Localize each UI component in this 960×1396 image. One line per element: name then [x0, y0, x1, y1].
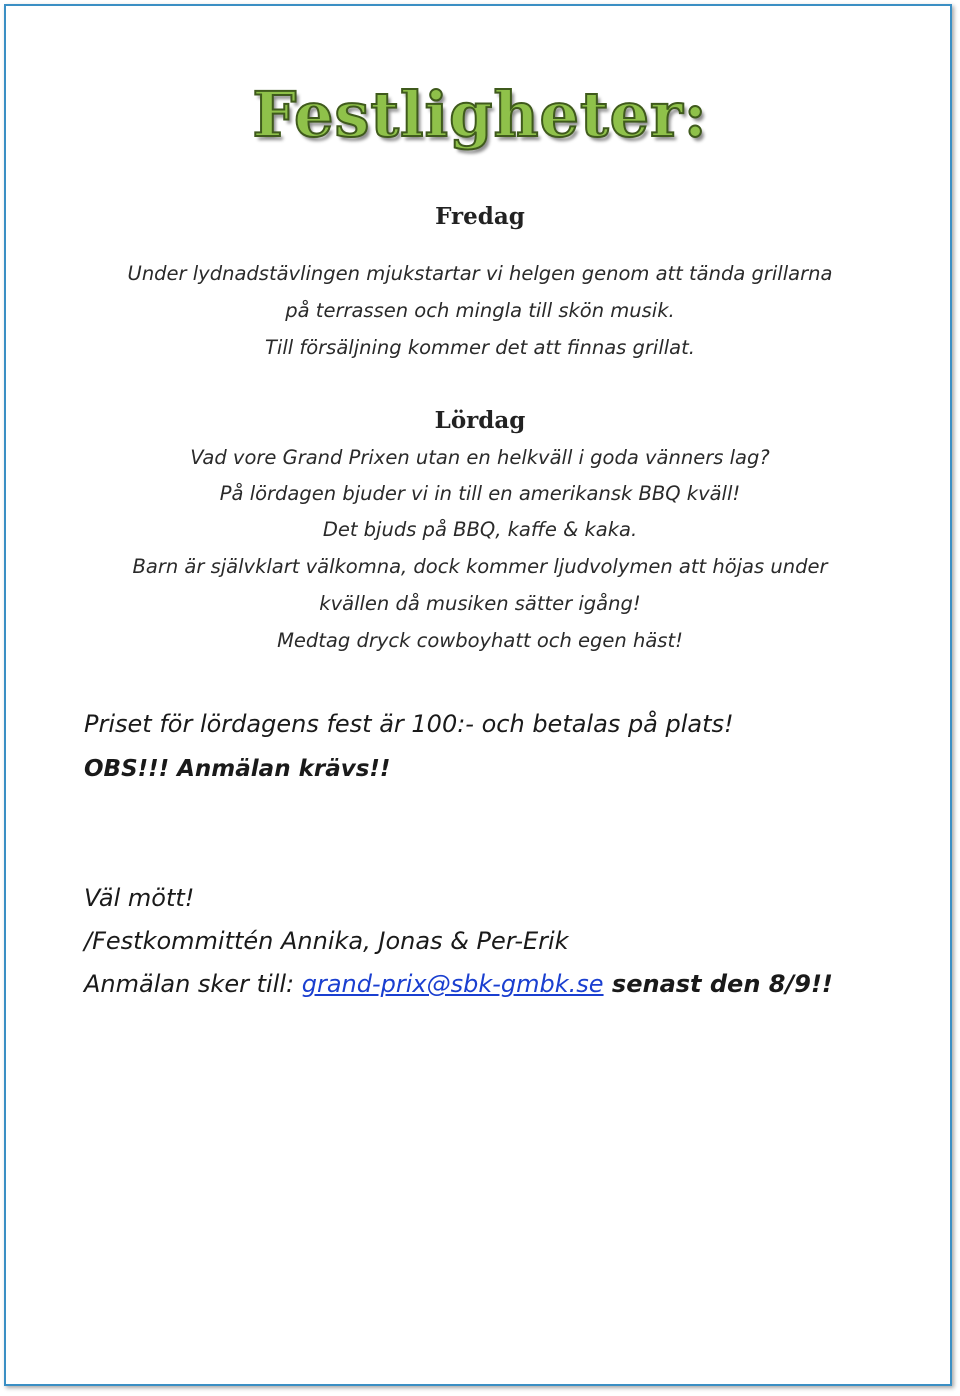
- friday-line-3: Till försäljning kommer det att finnas grillat.: [265, 336, 695, 359]
- page-title: Festligheter:: [252, 78, 708, 151]
- saturday-heading: Lördag: [434, 407, 526, 434]
- registration-notice: OBS!!! Anmälan krävs!!: [84, 756, 391, 782]
- saturday-line-2: På lördagen bjuder vi in till en amerikansk BBQ kväll!: [219, 482, 741, 505]
- signature: /Festkommittén Annika, Jonas & Per-Erik: [84, 927, 569, 955]
- saturday-line-5: kvällen då musiken sätter igång!: [319, 592, 641, 615]
- greeting: Väl mött!: [84, 884, 195, 912]
- price-line: Priset för lördagens fest är 100:- och betalas på plats!: [84, 710, 734, 738]
- saturday-line-3: Det bjuds på BBQ, kaffe & kaka.: [322, 518, 638, 541]
- friday-heading: Fredag: [435, 203, 525, 230]
- saturday-line-1: Vad vore Grand Prixen utan en helkväll i goda vänners lag?: [190, 446, 770, 469]
- registration-deadline: senast den 8/9!!: [603, 970, 833, 998]
- friday-line-1: Under lydnadstävlingen mjukstartar vi helgen genom att tända grillarna: [127, 262, 833, 285]
- saturday-line-4: Barn är självklart välkomna, dock kommer ljudvolymen att höjas under: [132, 555, 828, 578]
- friday-line-2: på terrassen och mingla till skön musik.: [285, 299, 675, 322]
- saturday-line-6: Medtag dryck cowboyhatt och egen häst!: [277, 629, 683, 652]
- registration-prefix: Anmälan sker till:: [84, 970, 302, 998]
- registration-line: [84, 972, 833, 996]
- email-link[interactable]: grand-prix@sbk-gmbk.se: [301, 970, 604, 998]
